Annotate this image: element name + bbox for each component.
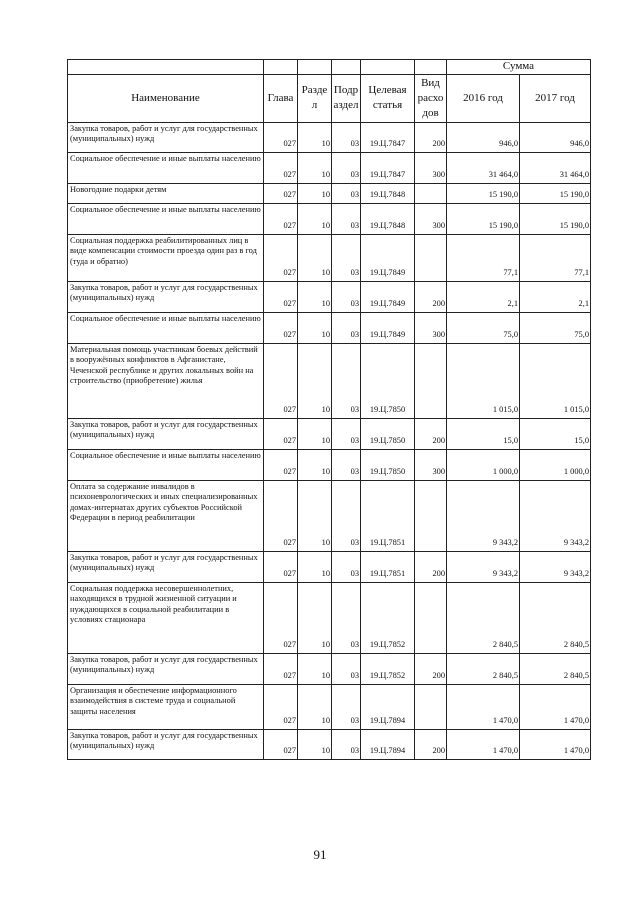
row-subsection: 03 [332,729,361,759]
row-subsection: 03 [332,281,361,312]
table-row [68,551,591,582]
row-name: Социальная поддержка несовершеннолетних, находящихся в трудной жизненной ситуации и нуждающихся в социальной реабилитации в условиях стационара [68,582,264,653]
row-amount-2016: 2,1 [447,281,520,312]
header-row [68,74,591,122]
col-2016-header: 2016 год [447,74,520,122]
row-chapter: 027 [264,729,298,759]
row-name: Закупка товаров, работ и услуг для государственных (муниципальных) нужд [68,653,264,684]
row-chapter: 027 [264,480,298,551]
row-expense-type: 300 [415,312,447,343]
row-target: 19.Ц.7850 [361,449,415,480]
row-chapter: 027 [264,203,298,234]
col-name-header: Наименование [68,74,264,122]
row-amount-2016: 15 190,0 [447,183,520,203]
row-chapter: 027 [264,418,298,449]
row-name: Закупка товаров, работ и услуг для государственных (муниципальных) нужд [68,551,264,582]
row-section: 10 [298,582,332,653]
row-target: 19.Ц.7848 [361,183,415,203]
table-row [68,729,591,759]
row-amount-2017: 1 470,0 [520,684,591,729]
table-row [68,449,591,480]
table-row [68,152,591,183]
row-section: 10 [298,183,332,203]
col-expense-type-header: Вид расхо дов [415,74,447,122]
row-chapter: 027 [264,312,298,343]
row-section: 10 [298,152,332,183]
col-subsection-header: Подр аздел [332,74,361,122]
col-chapter-header: Глава [264,74,298,122]
row-subsection: 03 [332,122,361,152]
row-amount-2017: 15,0 [520,418,591,449]
table-row [68,203,591,234]
row-name: Закупка товаров, работ и услуг для государственных (муниципальных) нужд [68,122,264,152]
table-row [68,234,591,281]
row-expense-type: 200 [415,551,447,582]
row-expense-type: 200 [415,418,447,449]
row-name: Оплата за содержание инвалидов в психоневрологических и иных специализированных домах-интернатах других субъектов Российской Федерации в период реабилитации [68,480,264,551]
row-name: Социальное обеспечение и иные выплаты населению [68,203,264,234]
row-target: 19.Ц.7848 [361,203,415,234]
row-subsection: 03 [332,582,361,653]
row-subsection: 03 [332,152,361,183]
row-target: 19.Ц.7849 [361,234,415,281]
row-target: 19.Ц.7849 [361,281,415,312]
row-section: 10 [298,343,332,418]
table-row [68,418,591,449]
row-expense-type: 200 [415,122,447,152]
row-section: 10 [298,234,332,281]
row-name: Социальное обеспечение и иные выплаты населению [68,449,264,480]
row-subsection: 03 [332,653,361,684]
row-amount-2016: 946,0 [447,122,520,152]
row-section: 10 [298,281,332,312]
col-target-header: Целевая статья [361,74,415,122]
row-target: 19.Ц.7849 [361,312,415,343]
table-row [68,684,591,729]
row-chapter: 027 [264,281,298,312]
row-amount-2016: 1 470,0 [447,684,520,729]
row-chapter: 027 [264,343,298,418]
row-amount-2016: 2 840,5 [447,653,520,684]
row-target: 19.Ц.7894 [361,729,415,759]
row-chapter: 027 [264,183,298,203]
row-amount-2016: 31 464,0 [447,152,520,183]
row-name: Социальная поддержка реабилитированных лиц в виде компенсации стоимости проезда один раз в год (туда и обратно) [68,234,264,281]
row-amount-2016: 9 343,2 [447,551,520,582]
row-amount-2016: 15,0 [447,418,520,449]
row-target: 19.Ц.7847 [361,152,415,183]
row-amount-2017: 75,0 [520,312,591,343]
row-subsection: 03 [332,183,361,203]
row-expense-type: 200 [415,729,447,759]
row-subsection: 03 [332,203,361,234]
row-amount-2017: 2 840,5 [520,653,591,684]
row-amount-2017: 9 343,2 [520,551,591,582]
row-target: 19.Ц.7850 [361,418,415,449]
sum-header: Сумма [447,60,591,75]
row-expense-type: 300 [415,449,447,480]
budget-table [67,59,591,760]
row-amount-2017: 1 470,0 [520,729,591,759]
row-name: Закупка товаров, работ и услуг для государственных (муниципальных) нужд [68,418,264,449]
row-amount-2016: 15 190,0 [447,203,520,234]
row-amount-2017: 1 015,0 [520,343,591,418]
row-amount-2017: 2,1 [520,281,591,312]
row-target: 19.Ц.7894 [361,684,415,729]
row-target: 19.Ц.7852 [361,582,415,653]
row-section: 10 [298,312,332,343]
row-section: 10 [298,653,332,684]
page-number: 91 [313,847,327,862]
row-amount-2017: 15 190,0 [520,203,591,234]
row-name: Материальная помощь участникам боевых действий в вооружённых конфликтов в Афганистане, Чеченской республике и других локальных войн на строительство (приобретение) жилья [68,343,264,418]
row-subsection: 03 [332,312,361,343]
table-row [68,343,591,418]
row-amount-2016: 1 015,0 [447,343,520,418]
header-sum-row [68,60,591,75]
row-section: 10 [298,684,332,729]
row-amount-2016: 1 470,0 [447,729,520,759]
row-name: Организация и обеспечение информационного взаимодействия в системе труда и социальной защиты населения [68,684,264,729]
row-expense-type [415,480,447,551]
row-name: Закупка товаров, работ и услуг для государственных (муниципальных) нужд [68,281,264,312]
row-target: 19.Ц.7852 [361,653,415,684]
table-row [68,653,591,684]
row-expense-type [415,582,447,653]
row-amount-2017: 946,0 [520,122,591,152]
row-chapter: 027 [264,122,298,152]
row-amount-2017: 31 464,0 [520,152,591,183]
row-amount-2016: 2 840,5 [447,582,520,653]
row-section: 10 [298,551,332,582]
row-subsection: 03 [332,449,361,480]
row-chapter: 027 [264,684,298,729]
row-expense-type [415,234,447,281]
row-amount-2016: 75,0 [447,312,520,343]
row-name: Социальное обеспечение и иные выплаты населению [68,152,264,183]
row-target: 19.Ц.7851 [361,480,415,551]
row-amount-2017: 1 000,0 [520,449,591,480]
row-section: 10 [298,122,332,152]
row-amount-2016: 1 000,0 [447,449,520,480]
row-expense-type: 200 [415,653,447,684]
row-target: 19.Ц.7850 [361,343,415,418]
row-amount-2017: 9 343,2 [520,480,591,551]
col-2017-header: 2017 год [520,74,591,122]
row-subsection: 03 [332,551,361,582]
row-subsection: 03 [332,234,361,281]
row-chapter: 027 [264,653,298,684]
row-subsection: 03 [332,418,361,449]
row-section: 10 [298,729,332,759]
row-chapter: 027 [264,234,298,281]
row-chapter: 027 [264,449,298,480]
row-expense-type: 300 [415,152,447,183]
table-row [68,582,591,653]
row-expense-type: 200 [415,281,447,312]
row-chapter: 027 [264,152,298,183]
table-row [68,480,591,551]
row-target: 19.Ц.7847 [361,122,415,152]
row-name: Социальное обеспечение и иные выплаты населению [68,312,264,343]
row-amount-2017: 77,1 [520,234,591,281]
col-section-header: Разде л [298,74,332,122]
row-section: 10 [298,480,332,551]
table-row [68,183,591,203]
row-amount-2017: 15 190,0 [520,183,591,203]
row-expense-type [415,343,447,418]
row-expense-type: 300 [415,203,447,234]
row-section: 10 [298,418,332,449]
row-target: 19.Ц.7851 [361,551,415,582]
row-subsection: 03 [332,343,361,418]
row-name: Новогодние подарки детям [68,183,264,203]
row-chapter: 027 [264,551,298,582]
row-amount-2016: 77,1 [447,234,520,281]
table-row [68,281,591,312]
row-section: 10 [298,449,332,480]
row-amount-2016: 9 343,2 [447,480,520,551]
row-expense-type [415,684,447,729]
row-subsection: 03 [332,480,361,551]
row-expense-type [415,183,447,203]
table-row [68,122,591,152]
row-chapter: 027 [264,582,298,653]
row-name: Закупка товаров, работ и услуг для государственных (муниципальных) нужд [68,729,264,759]
table-row [68,312,591,343]
row-amount-2017: 2 840,5 [520,582,591,653]
row-section: 10 [298,203,332,234]
row-subsection: 03 [332,684,361,729]
